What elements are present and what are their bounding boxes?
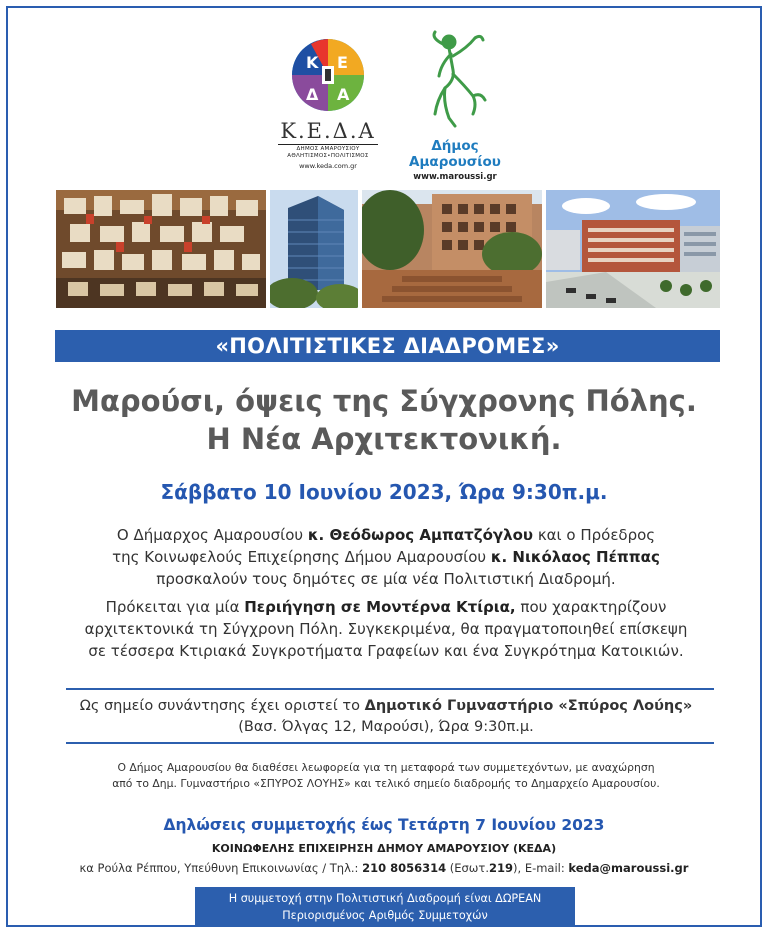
series-banner: «ΠΟΛΙΤΙΣΤΙΚΕΣ ΔΙΑΔΡΟΜΕΣ» <box>55 330 720 362</box>
title-line-1: Μαρούσι, όψεις της Σύγχρονης Πόλης. <box>71 384 697 418</box>
para1-text-f: προσκαλούν τους δημότες σε μία νέα Πολιτιστική Διαδρομή. <box>156 570 616 588</box>
contact-ext-b: ), E-mail: <box>513 861 569 875</box>
keda-logo <box>278 38 378 170</box>
dimos-url: www.maroussi.gr <box>413 172 497 182</box>
contact-email: keda@maroussi.gr <box>568 861 689 875</box>
free-participation-box <box>195 887 575 927</box>
event-date: Σάββατο 10 Ιουνίου 2023, Ώρα 9:30π.μ. <box>160 480 608 504</box>
meeting-text-a: Ως σημείο συνάντησης έχει οριστεί το <box>79 698 365 714</box>
meeting-venue: Δημοτικό Γυμναστήριο «Σπύρος Λούης» <box>364 698 693 714</box>
keda-subtitle: ΔΗΜΟΣ ΑΜΑΡΟΥΣΙΟΥ <box>278 144 378 153</box>
para1-text-a: Ο Δήμαρχος Αμαρουσίου <box>116 526 308 544</box>
tour-highlight: Περιήγηση σε Μοντέρνα Κτίρια, <box>244 598 516 616</box>
free-line-1: Η συμμετοχή στην Πολιτιστική Διαδρομή είναι ΔΩΡΕΑΝ <box>228 892 542 905</box>
dimos-logo <box>390 30 520 182</box>
mayor-name: κ. Θεόδωρος Αμπατζόγλου <box>307 526 534 544</box>
keda-url: www.keda.com.gr <box>299 162 357 170</box>
keda-color-mark-icon <box>291 38 365 112</box>
photo-office-complex <box>546 190 720 308</box>
svg-text:Α: Α <box>337 85 350 104</box>
photo-glass-tower <box>270 190 358 308</box>
registration-deadline: Δηλώσεις συμμετοχής έως Τετάρτη 7 Ιουνίου 2023 <box>163 816 605 834</box>
divider-bottom <box>66 742 714 744</box>
bus-note-line-2: από το Δημ. Γυμναστήριο «ΣΠΥΡΟΣ ΛΟΥΗΣ» και τελικό σημείο διαδρομής το Δημαρχείο Αμαρουσίου. <box>112 777 660 790</box>
para2-text-c: που χαρακτηρίζουν <box>515 598 667 616</box>
tour-description <box>38 596 734 662</box>
divider-top <box>66 688 714 690</box>
contact-ext: 219 <box>489 861 514 875</box>
keda-tagline: ΑΘΛΗΤΙΣΜΟΣ•ΠΟΛΙΤΙΣΜΟΣ <box>287 153 369 159</box>
para2-text-d: αρχιτεκτονικά τη Σύγχρονη Πόλη. Συγκεκριμένα, θα πραγματοποιηθεί επίσκεψη <box>84 620 688 638</box>
para2-text-e: σε τέσσερα Κτιριακά Συγκροτήματα Γραφείων και ένα Συγκρότημα Κατοικιών. <box>88 642 684 660</box>
meeting-point <box>38 696 734 738</box>
contact-person: κα Ρούλα Ρέππου, Υπεύθυνη Επικοινωνίας / Τηλ.: <box>79 861 363 875</box>
logo-header <box>8 30 760 180</box>
title-line-2: Η Νέα Αρχιτεκτονική. <box>206 422 562 456</box>
svg-text:Ε: Ε <box>337 53 348 72</box>
photo-strip <box>56 190 720 308</box>
contact-phone: 210 8056314 <box>362 861 447 875</box>
bus-note-line-1: Ο Δήμος Αμαρουσίου θα διαθέσει λεωφορεία για τη μεταφορά των συμμετεχόντων, με αναχώρηση <box>117 761 655 774</box>
organizer-name: ΚΟΙΝΩΦΕΛΗΣ ΕΠΙΧΕΙΡΗΣΗ ΔΗΜΟΥ ΑΜΑΡΟΥΣΙΟΥ (ΚΕΔΑ) <box>211 842 557 855</box>
para2-text-a: Πρόκειται για μία <box>105 598 245 616</box>
para1-text-c: και ο Πρόεδρος <box>533 526 656 544</box>
keda-title: Κ.Ε.Δ.Α <box>280 119 376 143</box>
photo-residential-building <box>56 190 266 308</box>
dimos-figure-icon <box>415 30 495 130</box>
invitation-paragraph <box>38 524 734 590</box>
svg-text:Κ: Κ <box>306 53 319 72</box>
bus-note <box>38 760 734 792</box>
president-name: κ. Νικόλαος Πέππας <box>490 548 660 566</box>
poster <box>6 6 762 927</box>
contact-info <box>8 861 760 875</box>
free-line-2: Περιορισμένος Αριθμός Συμμετοχών <box>282 909 488 922</box>
meeting-address: (Βασ. Όλγας 12, Μαρούσι), Ώρα 9:30π.μ. <box>238 719 534 735</box>
dimos-title: Δήμος Αμαρουσίου <box>409 138 501 170</box>
photo-office-courtyard <box>362 190 542 308</box>
para1-text-d: της Κοινωφελούς Επιχείρησης Δήμου Αμαρουσίου <box>112 548 491 566</box>
contact-ext-a: (Εσωτ. <box>446 861 489 875</box>
svg-text:Δ: Δ <box>306 85 319 104</box>
